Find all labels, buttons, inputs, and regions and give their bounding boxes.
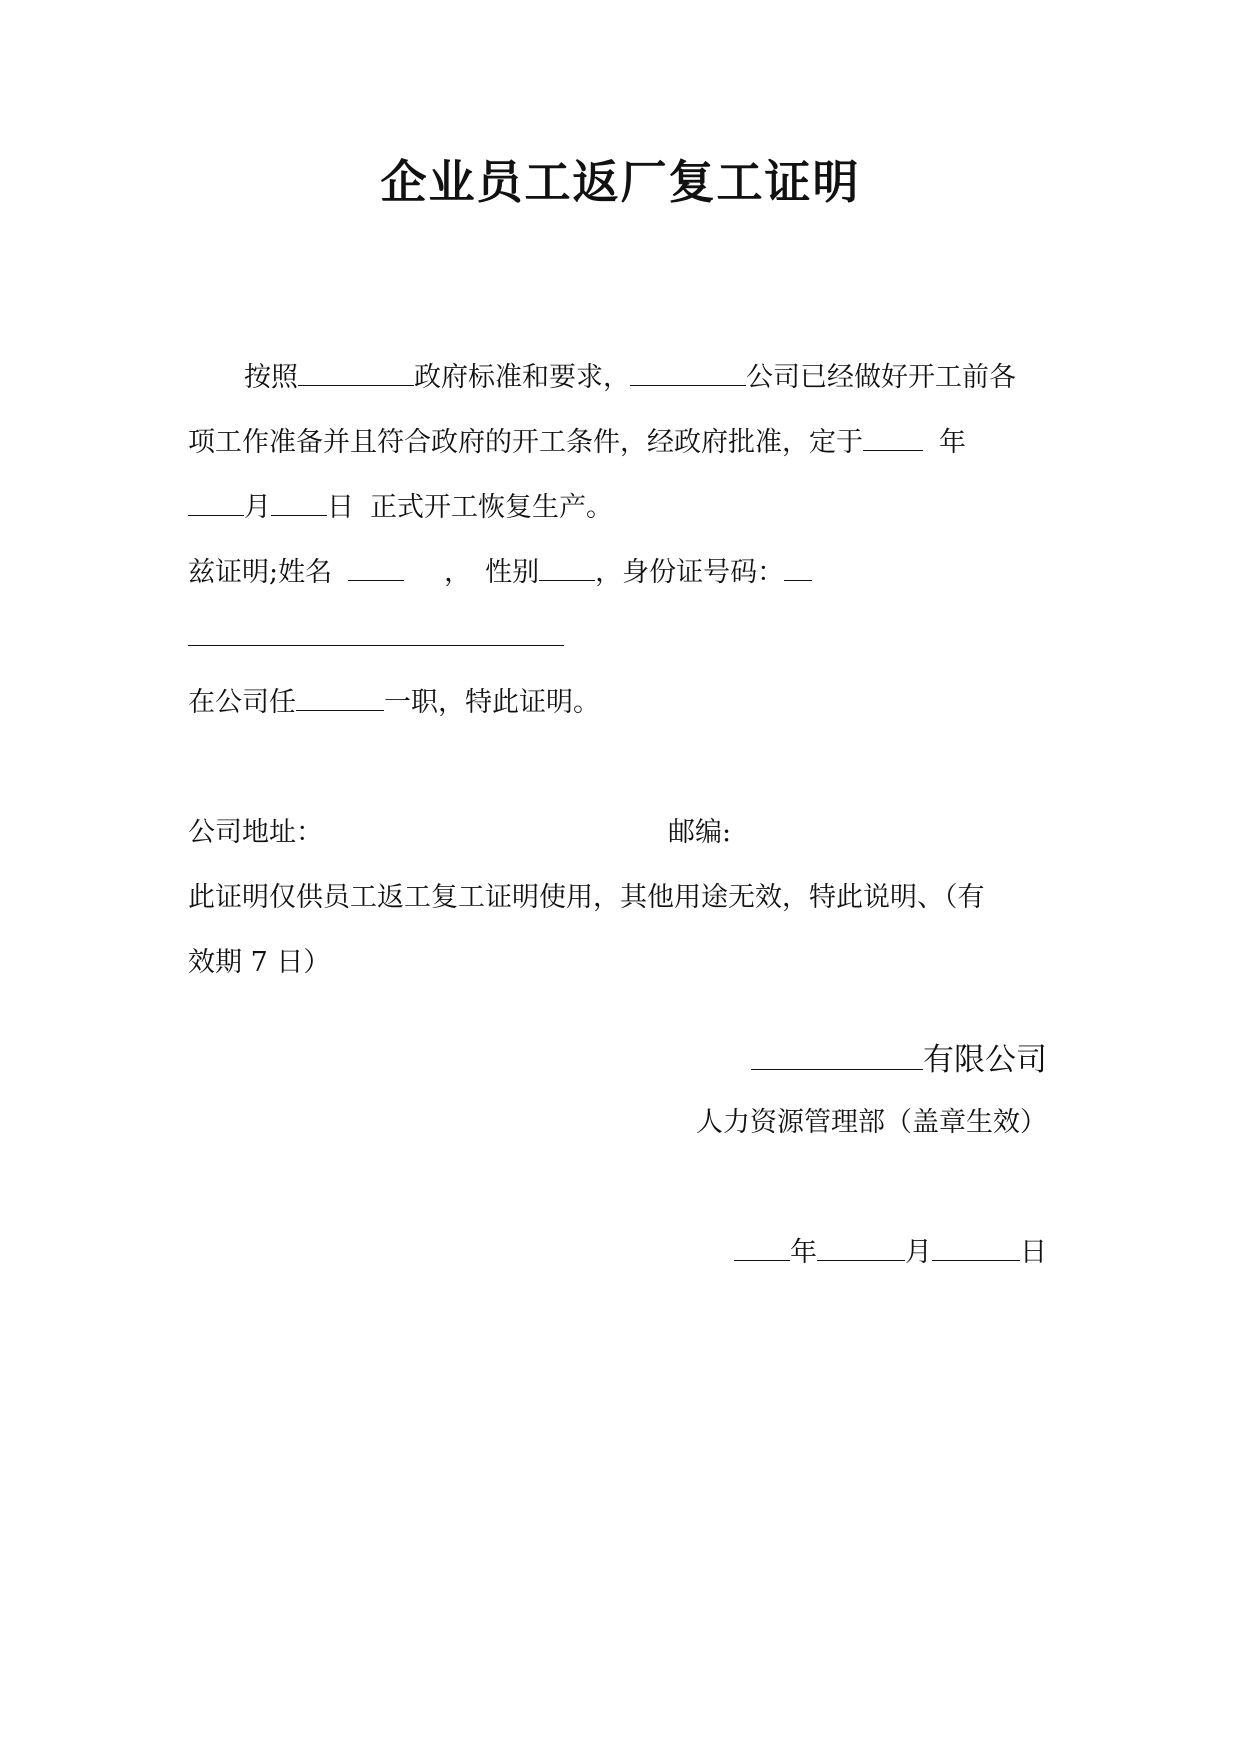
blank-company-name[interactable]: [751, 1043, 923, 1070]
para2-line3: [188, 683, 600, 723]
blank-position[interactable]: [296, 686, 384, 711]
para1-text-month: 月: [244, 492, 271, 523]
blank-name[interactable]: [348, 556, 404, 581]
signature-company-line: [751, 1038, 1047, 1082]
para1-line3: [188, 488, 613, 528]
note-line1: 此证明仅供员工返工复工证明使用，其他用途无效，特此说明、（有: [188, 882, 985, 913]
para2-text-name-label: 兹证明;姓名: [188, 557, 333, 588]
para1-line2: [188, 423, 966, 463]
blank-start-day[interactable]: [271, 491, 327, 516]
date-month-label: 月: [905, 1237, 932, 1268]
date-day-label: 日: [1020, 1237, 1047, 1268]
para1-text-prepared: 公司已经做好开工前各: [746, 362, 1016, 393]
company-address-label: 公司地址：: [188, 817, 323, 848]
para2-text-position-label: 在公司任: [188, 687, 296, 718]
blank-id-number-start[interactable]: [784, 556, 812, 581]
signature-company-suffix: 有限公司: [923, 1042, 1047, 1078]
blank-start-month[interactable]: [188, 491, 244, 516]
para2-text-id-label: ，身份证号码：: [595, 557, 785, 588]
signature-department: 人力资源管理部（盖章生效）: [696, 1107, 1047, 1138]
para1-text-resume: 正式开工恢复生产。: [370, 492, 613, 523]
blank-id-number[interactable]: [188, 621, 564, 646]
date-year-label: 年: [790, 1237, 817, 1268]
blank-government[interactable]: [298, 361, 414, 386]
para1-text-standards: 政府标准和要求，: [414, 362, 630, 393]
para1-text-conditions: 项工作准备并且符合政府的开工条件，经政府批准，定于: [188, 427, 863, 458]
para2-text-gender-label: 性别: [485, 557, 540, 588]
para2-line1: [188, 553, 812, 593]
blank-sign-month[interactable]: [817, 1236, 905, 1261]
para1-text-year: 年: [939, 427, 966, 458]
para1-line1: [188, 358, 1016, 398]
blank-sign-day[interactable]: [932, 1236, 1020, 1261]
para1-text-day: 日: [327, 492, 354, 523]
para2-line2: [188, 618, 564, 658]
blank-company[interactable]: [630, 361, 746, 386]
date-line: [734, 1233, 1047, 1273]
blank-start-year[interactable]: [863, 426, 923, 451]
blank-sign-year[interactable]: [734, 1236, 790, 1261]
note-line2: 效期 7 日）: [188, 947, 331, 978]
document-title: 企业员工返厂复工证明: [380, 155, 861, 209]
para2-text-certify: 一职，特此证明。: [384, 687, 600, 718]
para1-text-according: 按照: [244, 362, 298, 393]
blank-gender[interactable]: [539, 556, 595, 581]
postcode-label: 邮编:: [668, 817, 732, 848]
para2-text-comma: ，: [444, 557, 472, 588]
